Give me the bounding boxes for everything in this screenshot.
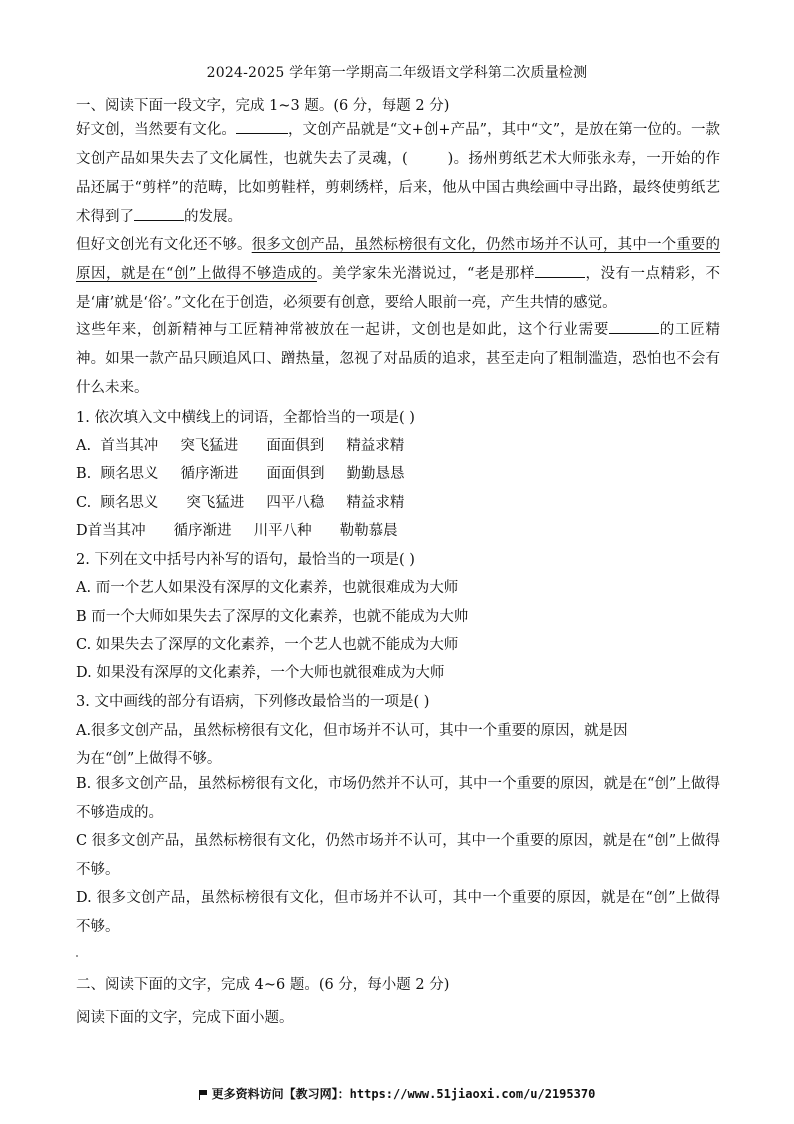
section2-heading: 二、阅读下面的文字，完成 4~6 题。(6 分，每小题 2 分) [76,977,450,993]
fill-blank-2[interactable] [134,208,184,221]
q3-option-a-line1[interactable]: A.很多文创产品，虽然标榜很有文化，但市场并不认可，其中一个重要的原因，就是因 [76,723,628,739]
q2-option-c[interactable]: C. 如果失去了深厚的文化素养，一个艺人也就不能成为大师 [76,637,459,653]
q2-option-a[interactable]: A. 而一个艺人如果没有深厚的文化素养，也就很难成为大师 [76,580,459,596]
stray-mark [76,955,78,957]
q3-option-a-line2[interactable]: 为在“创”上做得不够。 [76,751,222,767]
q1-option-a[interactable]: A. 首当其冲 突飞猛进 面面俱到 精益求精 [76,438,405,454]
passage-paragraph-1: 好文创，当然要有文化。 ，文创产品就是“文+创+产品”，其中“文”，是放在第一位的。一款文创产品如果失去了文化属性，也就失去了灵魂，( )。扬州剪纸艺术大师张永寿，一开始的作品还属于“剪样”的范畴，比如剪鞋样，剪刺绣样，后来，他从中国古典绘画中寻出路，最终使剪纸艺术得到了 的发展。 [76,122,721,225]
passage-paragraph-3: 这些年来，创新精神与工匠精神常被放在一起讲，文创也是如此，这个行业需要 的工匠精神。如果一款产品只顾追风口、蹭热量，忽视了对品质的追求，甚至走向了粗制滥造，恐怕也不会有什么未来。 [76,322,721,396]
q3-option-d[interactable]: D. 很多文创产品，虽然标榜很有文化，但市场并不认可，其中一个重要的原因，就是在“创”上做得不够。 [76,890,720,935]
underlined-sentence: 很多文创产品，虽然标榜很有文化，仍然市场并不认可，其中一个重要的原因，就是在“创”上做得不够造成的 [76,237,721,282]
flag-icon [199,1090,208,1099]
question-3-stem: 3. 文中画线的部分有语病，下列修改最恰当的一项是( ) [76,694,430,710]
q2-option-b[interactable]: B 而一个大师如果失去了深厚的文化素养，也就不能成为大帅 [76,609,469,625]
section1-heading: 一、阅读下面一段文字，完成 1~3 题。(6 分，每题 2 分) [76,98,450,114]
q1-option-b[interactable]: B. 顾名思义 循序渐进 面面俱到 勤勤恳恳 [76,466,405,482]
question-2-stem: 2. 下列在文中括号内补写的语句，最恰当的一项是( ) [76,552,415,568]
fill-blank-1[interactable] [236,121,288,134]
q2-option-d[interactable]: D. 如果没有深厚的文化素养，一个大师也就很难成为大师 [76,665,445,681]
question-1-stem: 1. 依次填入文中横线上的词语，全都恰当的一项是( ) [76,410,415,426]
section2-instruction: 阅读下面的文字，完成下面小题。 [76,1010,294,1026]
q3-option-b[interactable]: B. 很多文创产品，虽然标榜很有文化，市场仍然并不认可，其中一个重要的原因，就是在“创”上做得不够造成的。 [76,776,720,821]
q1-option-c[interactable]: C. 顾名思义 突飞猛进 四平八稳 精益求精 [76,495,405,511]
passage-paragraph-2: 但好文创光有文化还不够。很多文创产品，虽然标榜很有文化，仍然市场并不认可，其中一个重要的原因，就是在“创”上做得不够造成的。美学家朱光潜说过，“老是那样 ，没有一点精彩，不是‘庸’就是‘俗’。”文化在于创造，必须要有创意，要给人眼前一亮，产生共情的感觉。 [76,237,721,311]
q3-option-c[interactable]: C 很多文创产品，虽然标榜很有文化，仍然市场并不认可，其中一个重要的原因，就是在“创”上做得不够。 [76,833,720,878]
fill-blank-3[interactable] [535,265,585,278]
page-title: 2024-2025 学年第一学期高二年级语文学科第二次质量检测 [206,65,588,81]
q1-option-d[interactable]: D首当其冲 循序渐进 川平八种 勒勒慕晨 [76,523,398,539]
footer-link[interactable]: 更多资料访问【教习网】：https://www.51jiaoxi.com/u/2195370 [0,1085,794,1102]
fill-blank-4[interactable] [609,321,659,334]
